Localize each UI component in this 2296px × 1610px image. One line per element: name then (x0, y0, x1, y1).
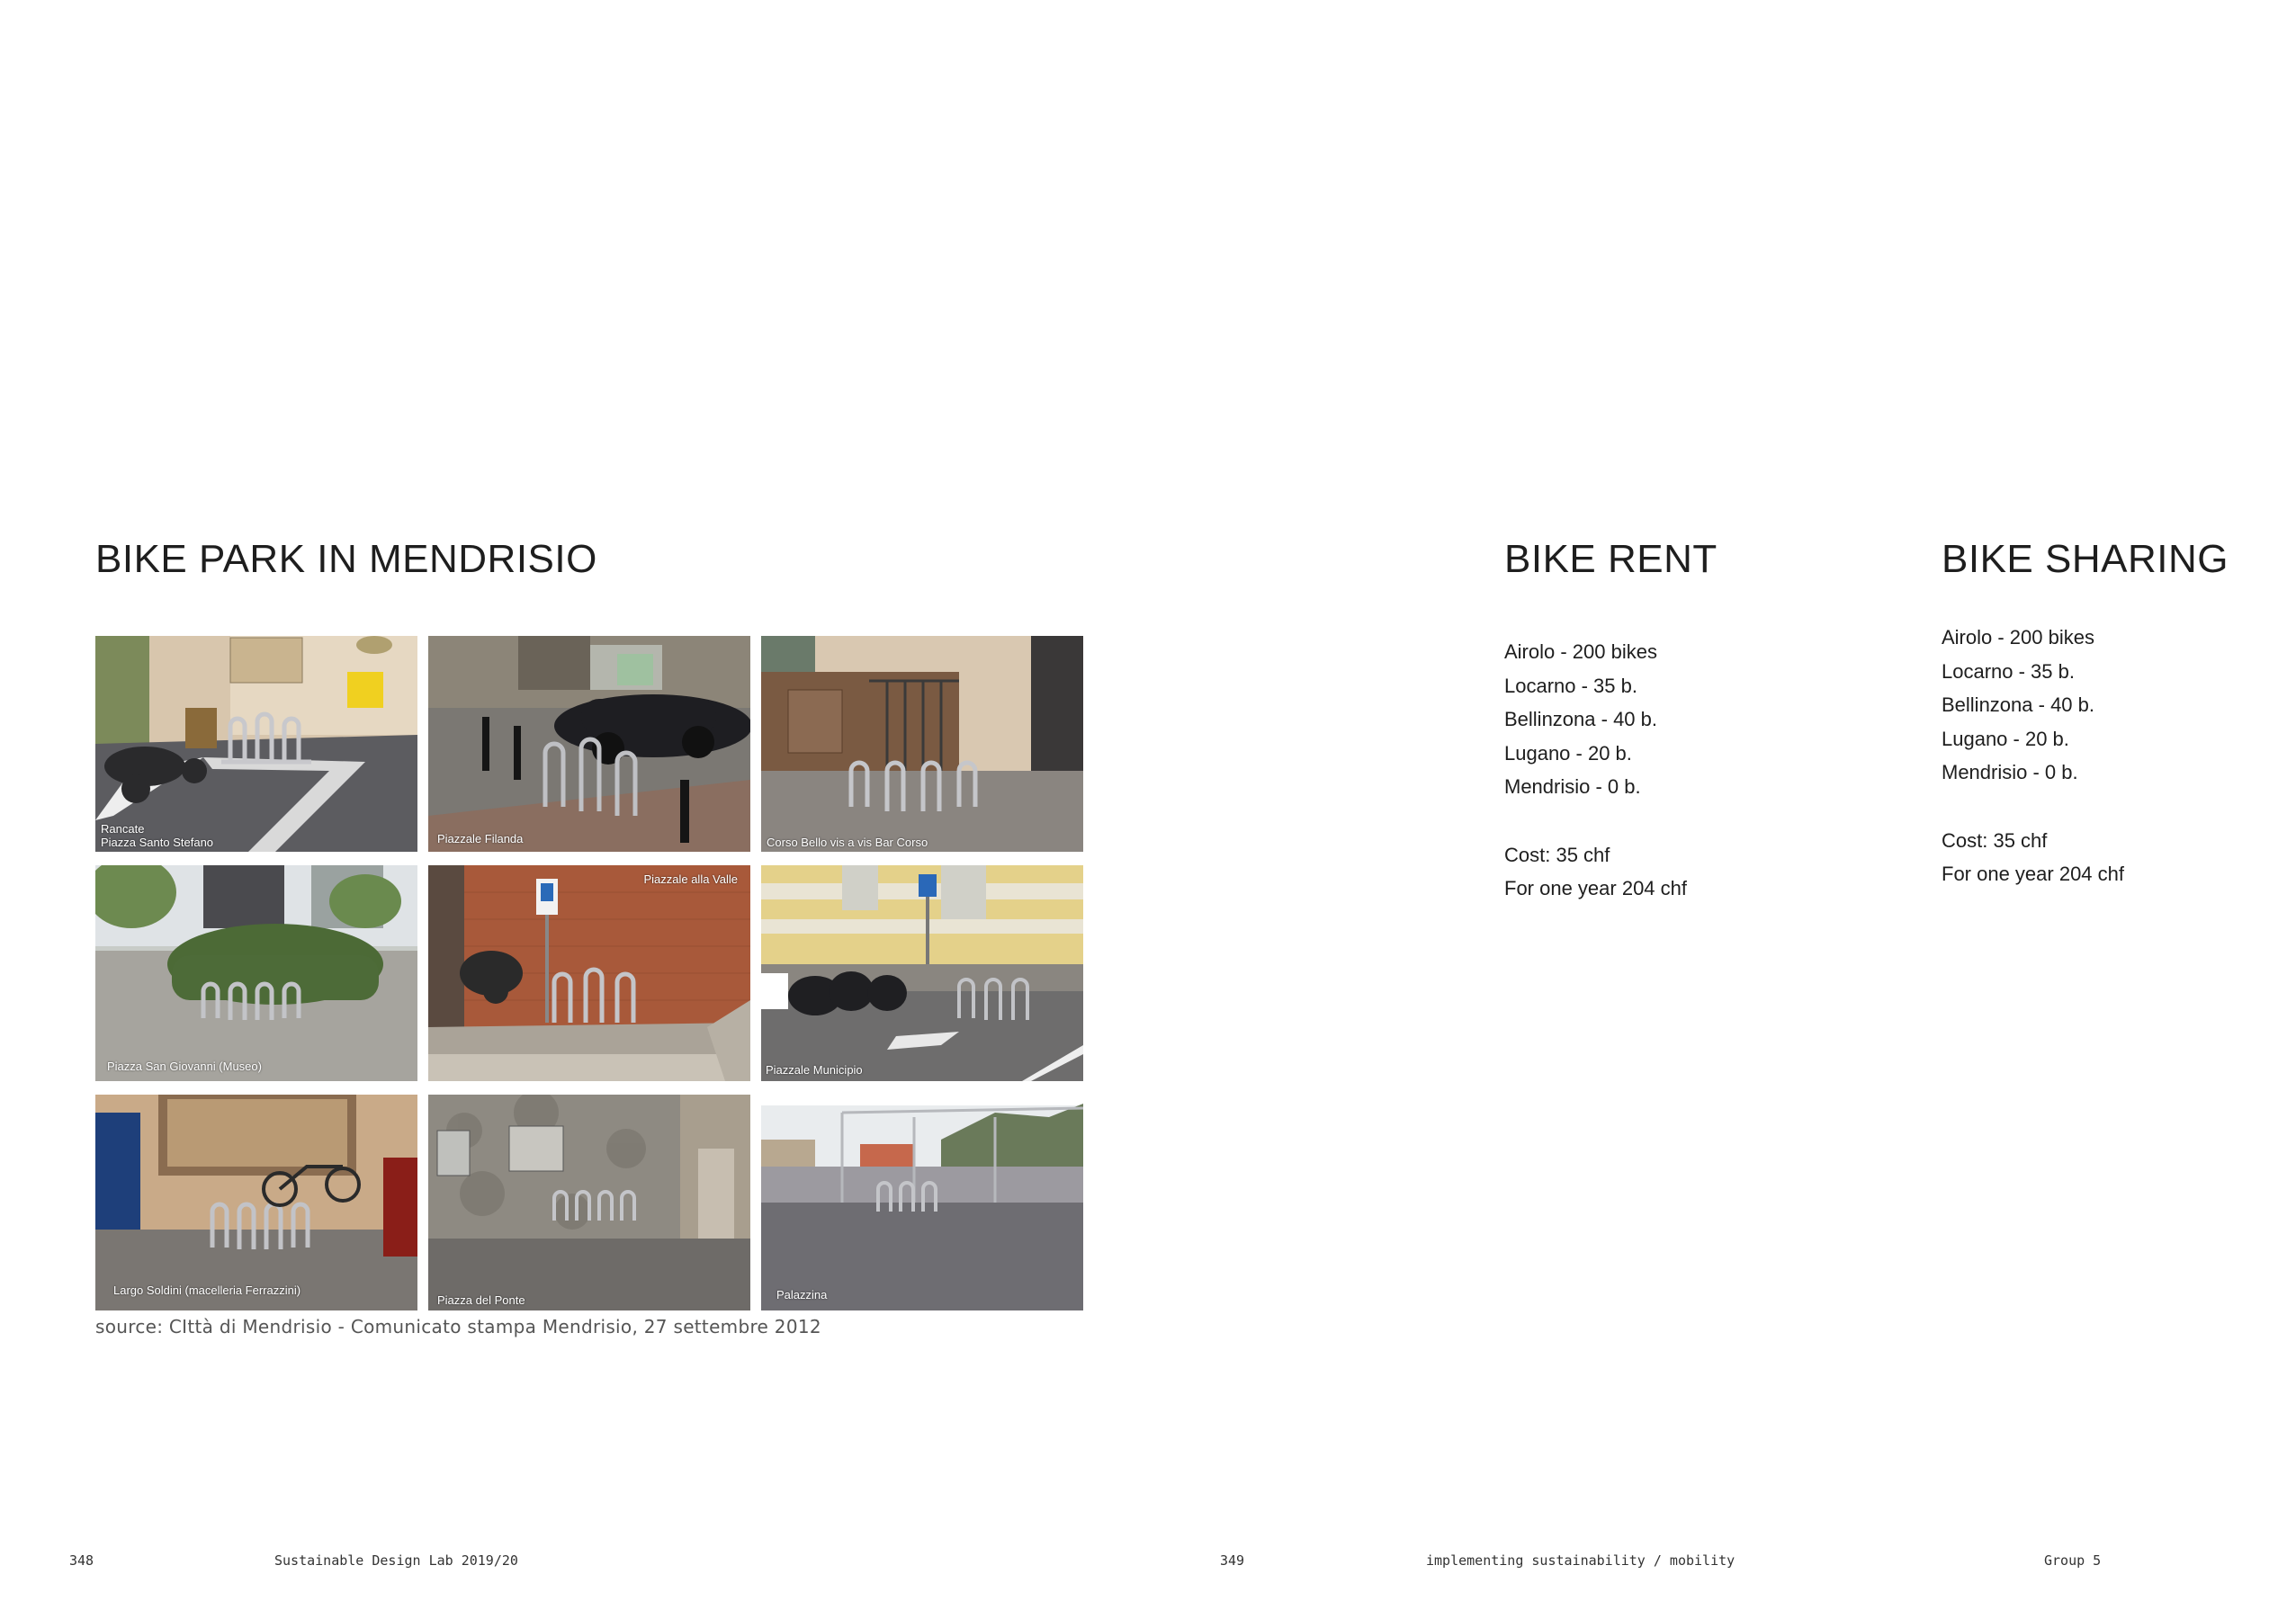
photo-piazza-san-giovanni (95, 865, 417, 1081)
photo-piazza-del-ponte (428, 1095, 750, 1310)
page-number-right: 349 (1220, 1552, 1245, 1569)
list-item: Locarno - 35 b. (1504, 674, 1637, 697)
photo-caption: Largo Soldini (macelleria Ferrazzini) (113, 1284, 301, 1297)
list-item: Mendrisio - 0 b. (1942, 761, 2078, 784)
photo-palazzina (761, 1095, 1083, 1310)
photo-caption: Piazza del Ponte (437, 1293, 525, 1307)
photo-rancate (95, 636, 417, 852)
footer-right-text: Group 5 (2044, 1552, 2102, 1569)
bike-sharing-list (1942, 621, 2124, 891)
page-number-left: 348 (69, 1552, 94, 1569)
yearly-cost-text: For one year 204 chf (1504, 877, 1688, 900)
list-item: Airolo - 200 bikes (1942, 626, 2094, 648)
list-item: Airolo - 200 bikes (1504, 640, 1657, 663)
footer-center-text: implementing sustainability / mobility (1426, 1552, 1735, 1569)
spacer (1942, 790, 2124, 824)
photo-caption: Piazzale alla Valle (643, 872, 738, 886)
source-note: source: CIttà di Mendrisio - Comunicato stampa Mendrisio, 27 settembre 2012 (95, 1316, 821, 1337)
photo-piazzale-municipio (761, 865, 1083, 1081)
photo-caption: Piazzale Filanda (437, 832, 524, 845)
section-title-bike-sharing: BIKE SHARING (1942, 537, 2229, 581)
photo-piazzale-filanda (428, 636, 750, 852)
list-item: Mendrisio - 0 b. (1504, 775, 1641, 799)
list-item: Locarno - 35 b. (1942, 659, 2075, 683)
bike-rent-list (1504, 635, 1687, 906)
photo-caption: Piazza San Giovanni (Museo) (107, 1060, 262, 1073)
spacer (1504, 804, 1687, 838)
page-title-bike-park: BIKE PARK IN MENDRISIO (95, 537, 597, 581)
cost-text: Cost: 35 chf (1942, 828, 2048, 852)
section-title-bike-rent: BIKE RENT (1504, 537, 1718, 581)
cost-text: Cost: 35 chf (1504, 843, 1610, 866)
photo-caption: Corso Bello vis a vis Bar Corso (767, 836, 928, 849)
yearly-cost-text: For one year 204 chf (1942, 863, 2125, 886)
list-item: Bellinzona - 40 b. (1942, 693, 2094, 717)
photo-corso-bello (761, 636, 1083, 852)
list-item: Lugano - 20 b. (1942, 727, 2069, 750)
photo-grid (95, 636, 1083, 1308)
photo-caption: Piazzale Municipio (766, 1063, 863, 1077)
list-item: Lugano - 20 b. (1504, 741, 1632, 765)
list-item: Bellinzona - 40 b. (1504, 708, 1657, 731)
photo-caption: Rancate Piazza Santo Stefano (101, 822, 214, 849)
photo-piazzale-alla-valle (428, 865, 750, 1081)
footer-left-text: Sustainable Design Lab 2019/20 (274, 1552, 518, 1569)
photo-largo-soldini (95, 1095, 417, 1310)
photo-caption: Palazzina (776, 1288, 828, 1301)
